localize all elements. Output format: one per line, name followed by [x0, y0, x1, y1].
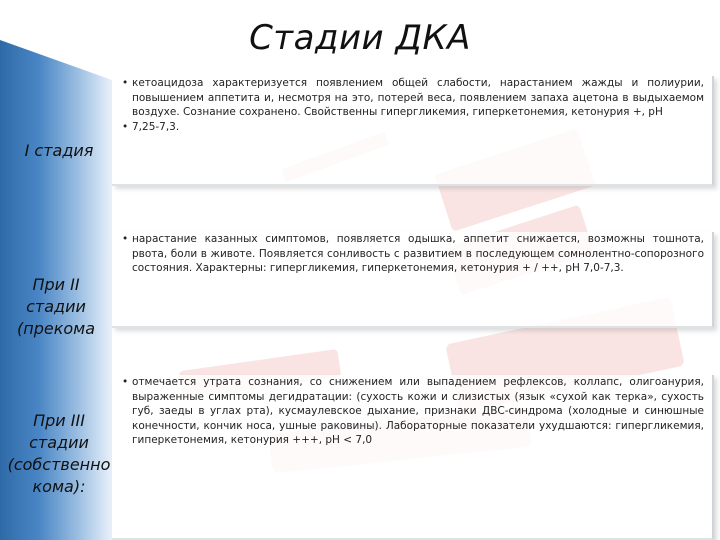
page-title: Стадии ДКА	[249, 18, 471, 58]
stage-1-bullet-2: • 7,25-7,3.	[122, 120, 704, 135]
stage-3-panel	[112, 375, 714, 540]
stage-label-1: I стадия	[24, 141, 94, 160]
stage-1-panel	[112, 76, 714, 186]
stage-label-2-text: При II стадии (прекома	[16, 275, 96, 338]
stage-2-bullet-1: • нарастание казанных симптомов, появляется одышка, аппетит снижается, возможны тошнота, рвота, боли в животе. Появляется сонливость с развитием в последующем сомнолентно-сопорозного состояния. Характерны: гипергликемия, гиперкетонемия, кетонурия + / ++, рН 7,0-7,3.	[122, 232, 704, 276]
stage-1-bullet-1: • кетоацидоза характеризуется появлением общей слабости, нарастанием жажды и полиурии, повышением аппетита и, несмотря на это, потерей веса, появлением запаха ацетона в выдыхаемом воздухе. Сознание сохранено. Свойственны гипергликемия, гиперкетонемия, кетонурия +, рН	[122, 76, 704, 120]
stage-label-2	[0, 274, 112, 340]
stage-3-bullets	[122, 375, 704, 448]
stage-2-panel	[112, 232, 714, 328]
stage-2-bullets	[122, 232, 704, 276]
stage-label-3	[0, 410, 118, 498]
stage-3-bullet-1: • отмечается утрата сознания, со снижением или выпадением рефлексов, коллапс, олигоанурия, выраженные симптомы дегидратации: (сухость кожи и слизистых (язык «сухой как терка», сухость губ, заеды в углах рта), кусмаулевское дыхание, признаки ДВС-синдрома (холодные и синюшные конечности, кончик носа, ушные раковины). Лабораторные показатели ухудшаются: гипергликемия, гиперкетонемия, кетонурия +++, рН < 7,0	[122, 375, 704, 448]
stage-1-bullets	[122, 76, 704, 134]
stage-label-3-text: При III стадии (собственно кома):	[7, 411, 111, 496]
